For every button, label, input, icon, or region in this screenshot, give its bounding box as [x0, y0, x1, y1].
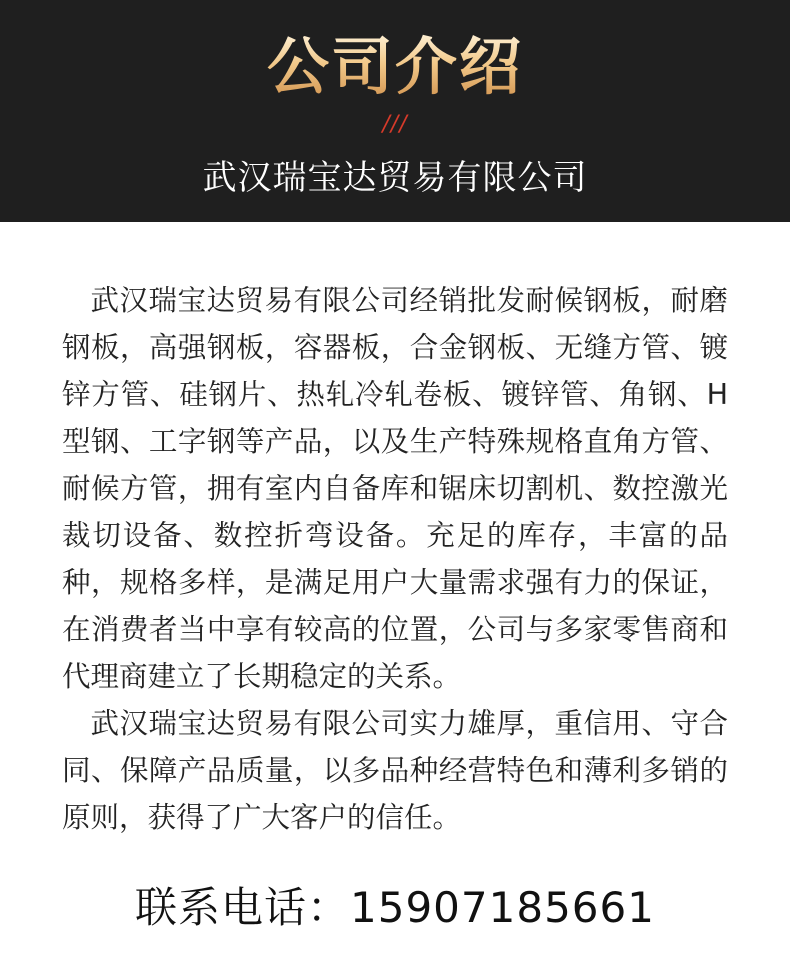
- company-description: [62, 277, 728, 841]
- contact-phone: 联系电话：15907185661: [135, 883, 655, 932]
- header-banner: [0, 0, 790, 222]
- description-paragraph-2: 武汉瑞宝达贸易有限公司实力雄厚，重信用、守合同、保障产品质量，以多品种经营特色和薄利多销的原则，获得了广大客户的信任。: [62, 707, 728, 834]
- description-paragraph-1: 武汉瑞宝达贸易有限公司经销批发耐候钢板，耐磨钢板，高强钢板，容器板，合金钢板、无缝方管、镀锌方管、硅钢片、热轧冷轧卷板、镀锌管、角钢、H型钢、工字钢等产品，以及生产特殊规格直角方管、耐候方管，拥有室内自备库和锯床切割机、数控激光裁切设备、数控折弯设备。充足的库存，丰富的品种，规格多样，是满足用户大量需求强有力的保证，在消费者当中享有较高的位置，公司与多家零售商和代理商建立了长期稳定的关系。: [62, 284, 728, 693]
- page-title: 公司介绍: [0, 30, 790, 104]
- company-name: 武汉瑞宝达贸易有限公司: [202, 158, 588, 198]
- title-divider: ///: [382, 112, 408, 137]
